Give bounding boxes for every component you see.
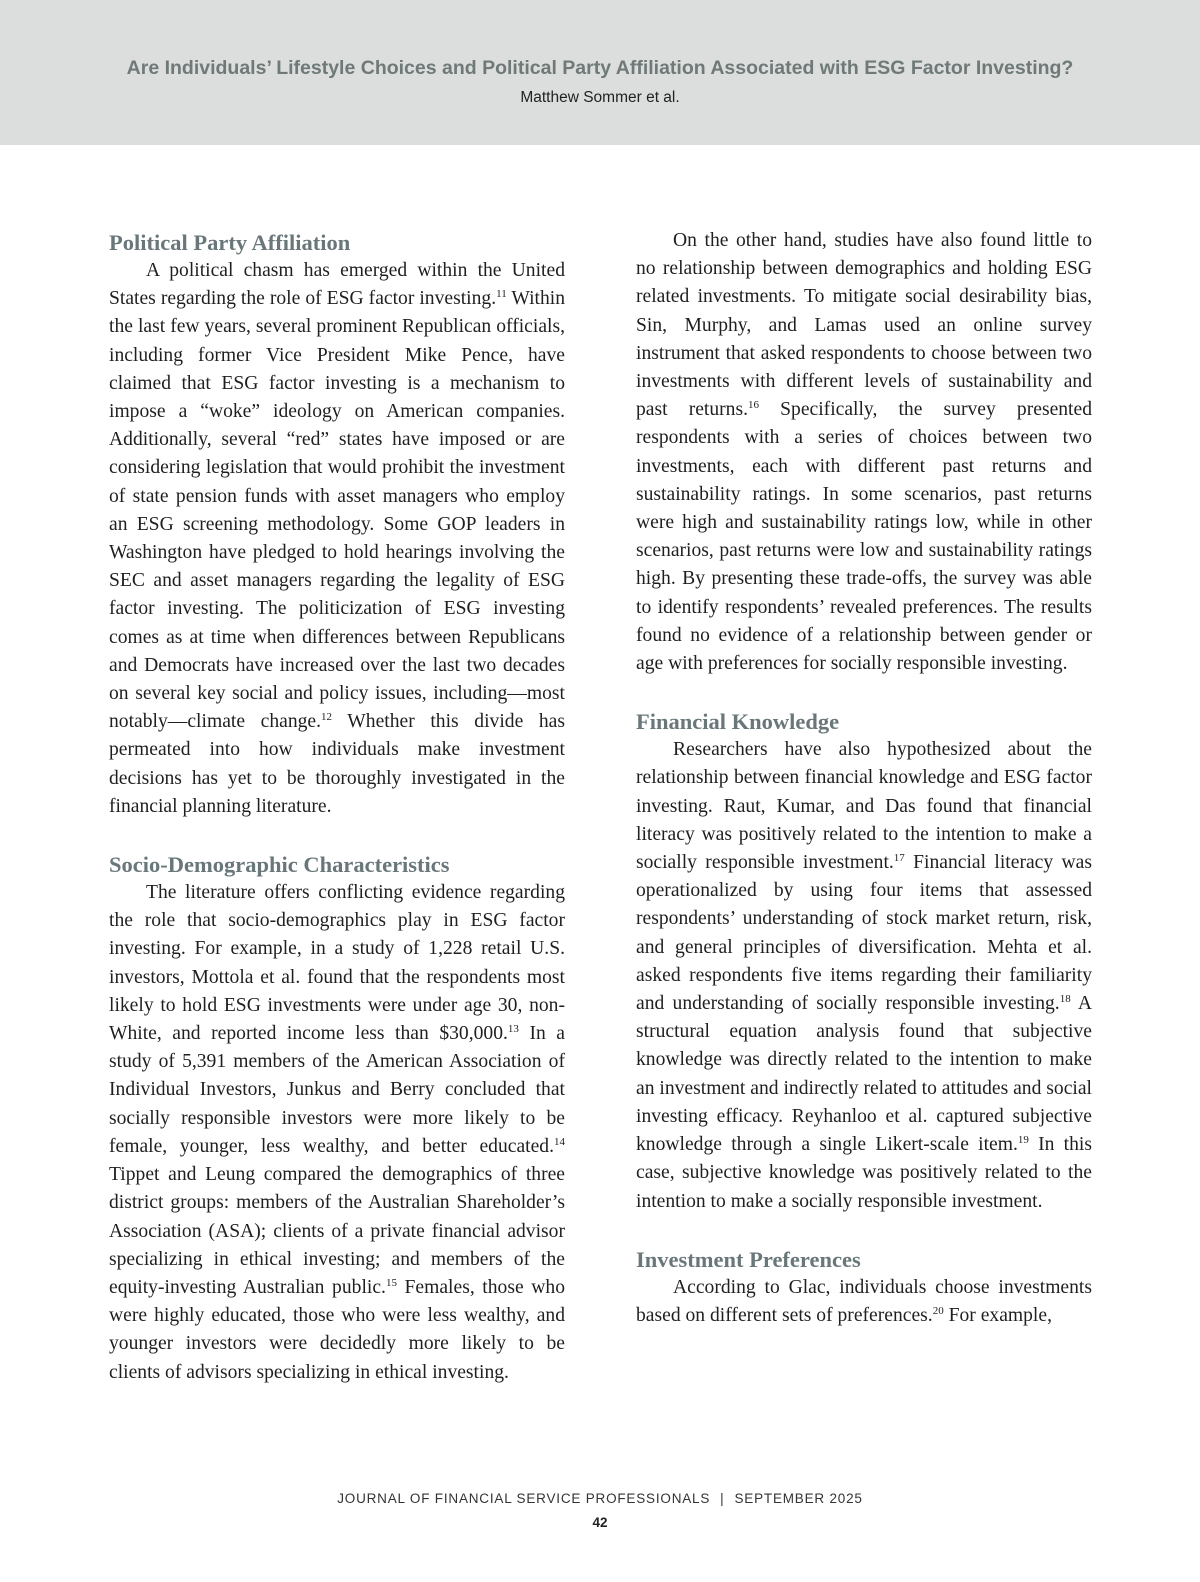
text-run: A structural equation analysis found that subjective knowledge was directly related to the intention to make an investment and indirectly related to attitudes and social investing efficacy. Reyhanloo et al. captured subjective knowledge through a single Likert-scale item. — [636, 993, 1093, 1156]
footer-journal-name: JOURNAL OF FINANCIAL SERVICE PROFESSIONALS — [337, 1491, 711, 1506]
footnote-ref-12: 12 — [321, 711, 333, 724]
section-gap — [636, 678, 1092, 706]
footnote-ref-17: 17 — [893, 852, 905, 865]
header-authors: Matthew Sommer et al. — [520, 89, 680, 106]
page-number: 42 — [592, 1515, 608, 1530]
footnote-ref-16: 16 — [748, 399, 760, 412]
footnote-ref-20: 20 — [932, 1304, 944, 1317]
right-column — [636, 227, 1092, 1330]
section-heading-financial: Financial Knowledge — [636, 709, 840, 735]
footnote-ref-15: 15 — [385, 1276, 397, 1289]
section-heading-political: Political Party Affiliation — [109, 230, 351, 255]
left-column — [109, 227, 565, 1387]
section-heading-investment: Investment Preferences — [636, 1246, 861, 1272]
text-run: Whether this divide has permeated into how individuals make investment decisions has yet to be thoroughly investigated in the financial planning literature. — [109, 711, 565, 817]
text-run: According to Glac, individuals choose investments based on different sets of preferences. — [636, 1276, 1092, 1326]
text-run: In a study of 5,391 members of the American Association of Individual Investors, Junkus and Berry concluded that socially responsible investors were more likely to be female, younger, less wealthy, and better educated. — [109, 1023, 565, 1157]
text-run: Within the last few years, several prominent Republican officials, including former Vice President Mike Pence, have claimed that ESG factor investing is a mechanism to impose a “woke” ideology on American companies. Additionally, several “red” states have imposed or are considering legislation that would prohibit the investment of state pension funds with asset managers who employ an ESG screening methodology. Some GOP leaders in Washington have pledged to hold hearings involving the SEC and asset managers regarding the legality of ESG factor investing. The politicization of ESG investing comes as at time when differences between Republicans and Democrats have increased over the last two decades on several key social and policy issues, including—most notably—climate change. — [109, 288, 565, 733]
footnote-ref-11: 11 — [496, 288, 507, 301]
paragraph-investment-1 — [636, 1274, 1092, 1330]
paragraph-socio-2 — [636, 227, 1092, 678]
text-run: A political chasm has emerged within the United States regarding the role of ESG factor investing. — [109, 260, 565, 310]
text-run: For example, — [943, 1304, 1052, 1326]
footnote-ref-13: 13 — [507, 1023, 519, 1036]
running-header — [0, 0, 1200, 145]
footer-issue-date: SEPTEMBER 2025 — [734, 1491, 863, 1506]
footnote-ref-18: 18 — [1059, 993, 1071, 1006]
running-footer — [0, 1491, 1200, 1506]
section-heading-socio: Socio-Demographic Characteristics — [109, 852, 450, 878]
header-article-title: Are Individuals’ Lifestyle Choices and Political Party Affiliation Associated with ESG Factor Investing? — [126, 57, 1074, 79]
footnote-ref-19: 19 — [1017, 1134, 1029, 1147]
text-run: Females, those who were highly educated, those who were less wealthy, and younger investors were decidedly more likely to be clients of advisors specializing in ethical investing. — [109, 1276, 565, 1383]
paragraph-socio-1 — [109, 879, 565, 1387]
footnote-ref-14: 14 — [554, 1135, 565, 1148]
text-run: Financial literacy was operationalized by using four items that assessed respondents’ understanding of stock market return, risk, and general principles of diversification. Mehta et al. asked respondents five items regarding their familiarity and understanding of socially responsible investing. — [636, 852, 1092, 1015]
paragraph-financial-1 — [636, 736, 1092, 1215]
section-gap — [636, 1216, 1092, 1244]
text-run: Specifically, the survey presented respondents with a series of choices between two investments, each with different past returns and sustainability ratings. In some scenarios, past returns were high and sustainability ratings low, while in other scenarios, past returns were low and sustainability ratings high. By presenting these trade-offs, the survey was able to identify respondents’ revealed preferences. The results found no evidence of a relationship between gender or age with preferences for socially responsible investing. — [636, 399, 1092, 675]
paragraph-political-1 — [109, 257, 565, 821]
text-run: Researchers have also hypothesized about the relationship between financial knowledge and ESG factor investing. Raut, Kumar, and Das found that financial literacy was positively related to the intention to make a socially responsible investment. — [636, 739, 1092, 874]
text-run: On the other hand, studies have also found little to no relationship between demographics and holding ESG related investments. To mitigate social desirability bias, Sin, Murphy, and Lamas used an online survey instrument that asked respondents to choose between two investments with different levels of sustainability and past returns. — [636, 230, 1092, 421]
text-run: The literature offers conflicting evidence regarding the role that socio-demographics play in ESG factor investing. For example, in a study of 1,228 retail U.S. investors, Mottola et al. found that the respondents most likely to hold ESG investments were under age 30, non-White, and reported income less than $30,000. — [109, 882, 565, 1045]
footer-separator: | — [720, 1491, 725, 1506]
text-run: In this case, subjective knowledge was positively related to the intention to make a socially responsible investment. — [636, 1134, 1092, 1212]
text-run: Tippet and Leung compared the demographics of three district groups: members of the Australian Shareholder’s Association (ASA); clients of a private financial advisor specializing in ethical investing; and members of the equity-investing Australian public. — [109, 1164, 565, 1298]
section-gap — [109, 821, 565, 849]
